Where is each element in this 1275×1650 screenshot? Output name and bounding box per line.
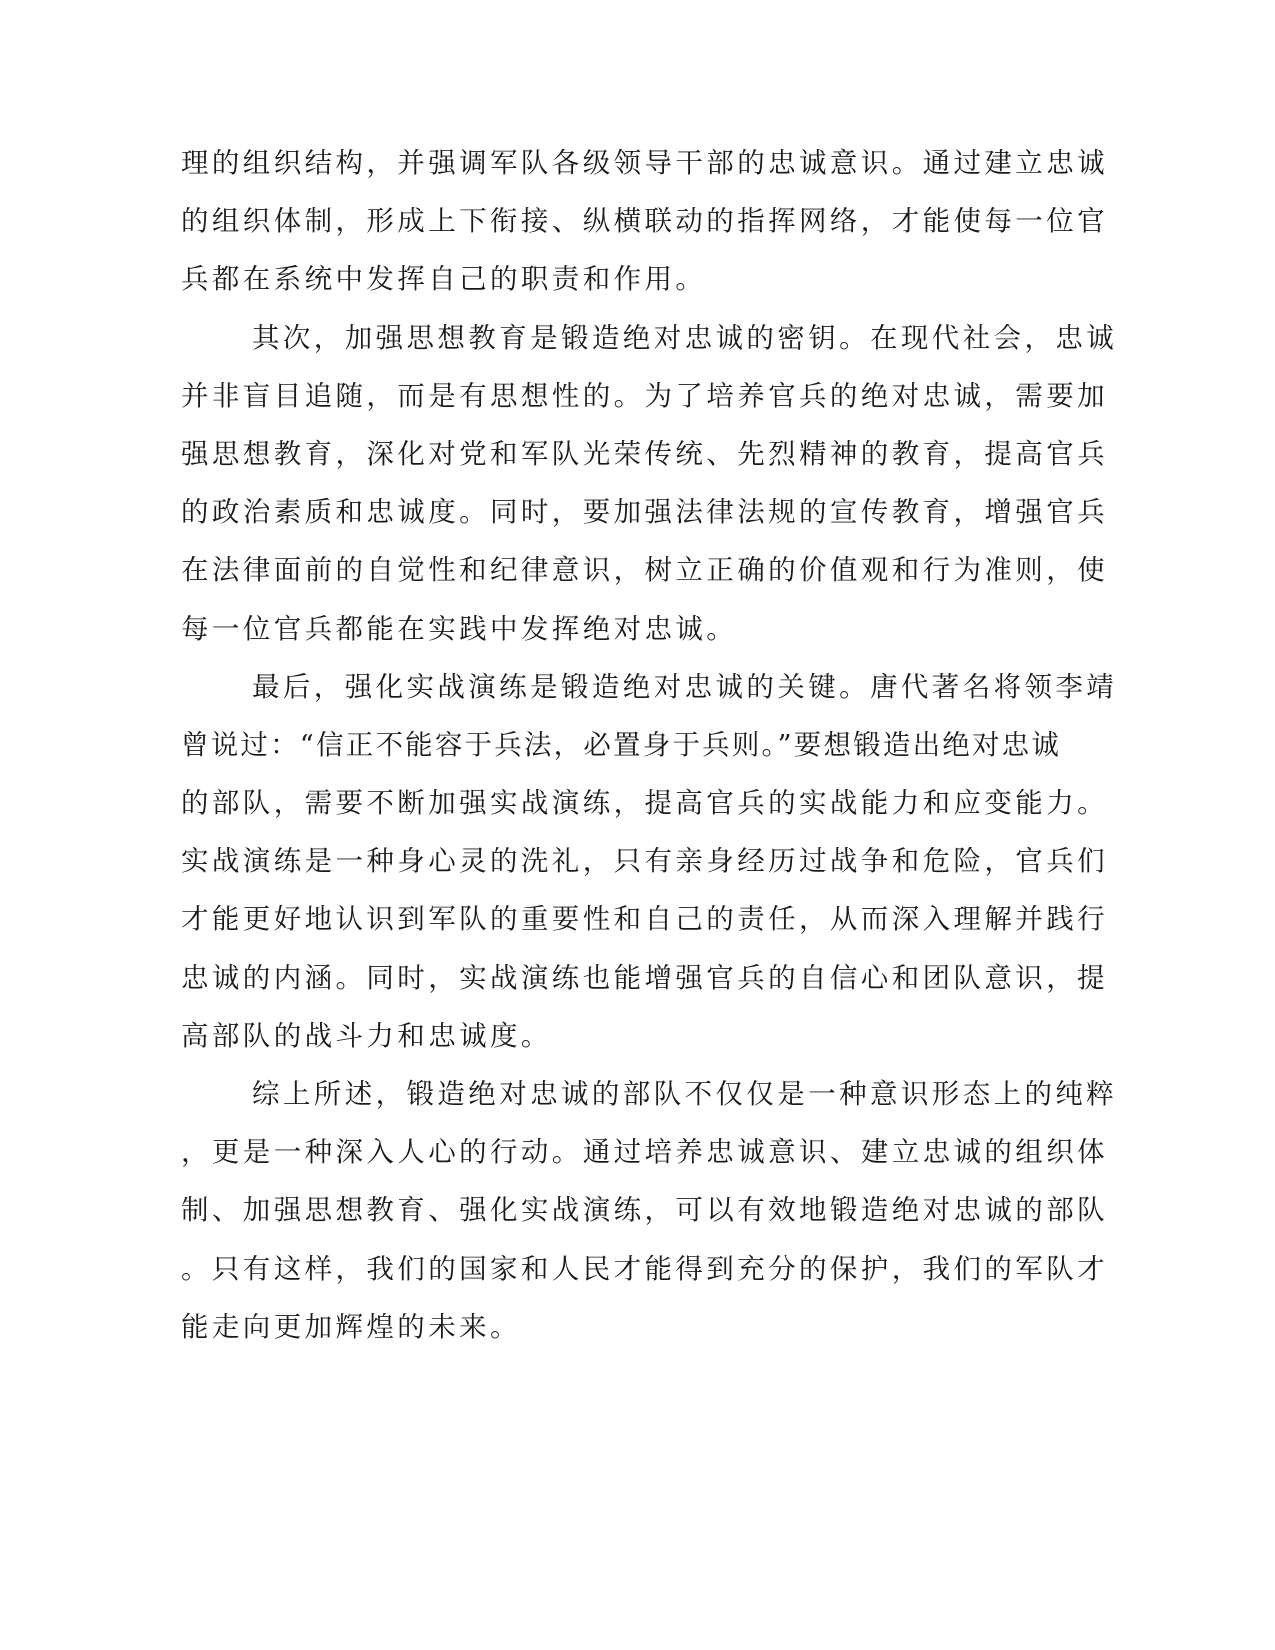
text-line: 忠诚的内涵。同时，实战演练也能增强官兵的自信心和团队意识，提 [181,961,1108,994]
text-line: 的组织体制，形成上下衔接、纵横联动的指挥网络，才能使每一位官 [181,205,1108,238]
text-line: 曾说过：“信正不能容于兵法，必置身于兵则。”要想锻造出绝对忠诚 [181,728,1062,761]
text-line: 高部队的战斗力和忠诚度。 [181,1019,552,1052]
text-line: 并非盲目追随，而是有思想性的。为了培养官兵的绝对忠诚，需要加 [181,379,1108,412]
text-line: 。只有这样，我们的国家和人民才能得到充分的保护，我们的军队才 [181,1252,1108,1285]
paragraph-first-line: 综上所述，锻造绝对忠诚的部队不仅仅是一种意识形态上的纯粹 [252,1078,1118,1110]
text-line: 的政治素质和忠诚度。同时，要加强法律法规的宣传教育，增强官兵 [181,496,1108,529]
text-line: 在法律面前的自觉性和纪律意识，树立正确的价值观和行为准则，使 [181,554,1108,587]
text-line: ，更是一种深入人心的行动。通过培养忠诚意识、建立忠诚的组织体 [181,1136,1108,1169]
text-line: 理的组织结构，并强调军队各级领导干部的忠诚意识。通过建立忠诚 [181,147,1108,179]
text-line: 强思想教育，深化对党和军队光荣传统、先烈精神的教育，提高官兵 [181,437,1108,470]
paragraph-first-line: 其次，加强思想教育是锻造绝对忠诚的密钥。在现代社会，忠诚 [252,321,1118,354]
paragraph-first-line: 最后，强化实战演练是锻造绝对忠诚的关键。唐代著名将领李靖 [252,670,1118,703]
text-line: 的部队，需要不断加强实战演练，提高官兵的实战能力和应变能力。 [181,787,1108,820]
text-line: 兵都在系统中发挥自己的职责和作用。 [181,263,707,296]
text-line: 制、加强思想教育、强化实战演练，可以有效地锻造绝对忠诚的部队 [181,1194,1108,1227]
text-line: 实战演练是一种身心灵的洗礼，只有亲身经历过战争和危险，官兵们 [181,845,1108,878]
text-line: 才能更好地认识到军队的重要性和自己的责任，从而深入理解并践行 [181,903,1108,936]
text-line: 能走向更加辉煌的未来。 [181,1310,521,1343]
document-body [181,134,1118,1356]
text-line: 每一位官兵都能在实践中发挥绝对忠诚。 [181,612,738,645]
